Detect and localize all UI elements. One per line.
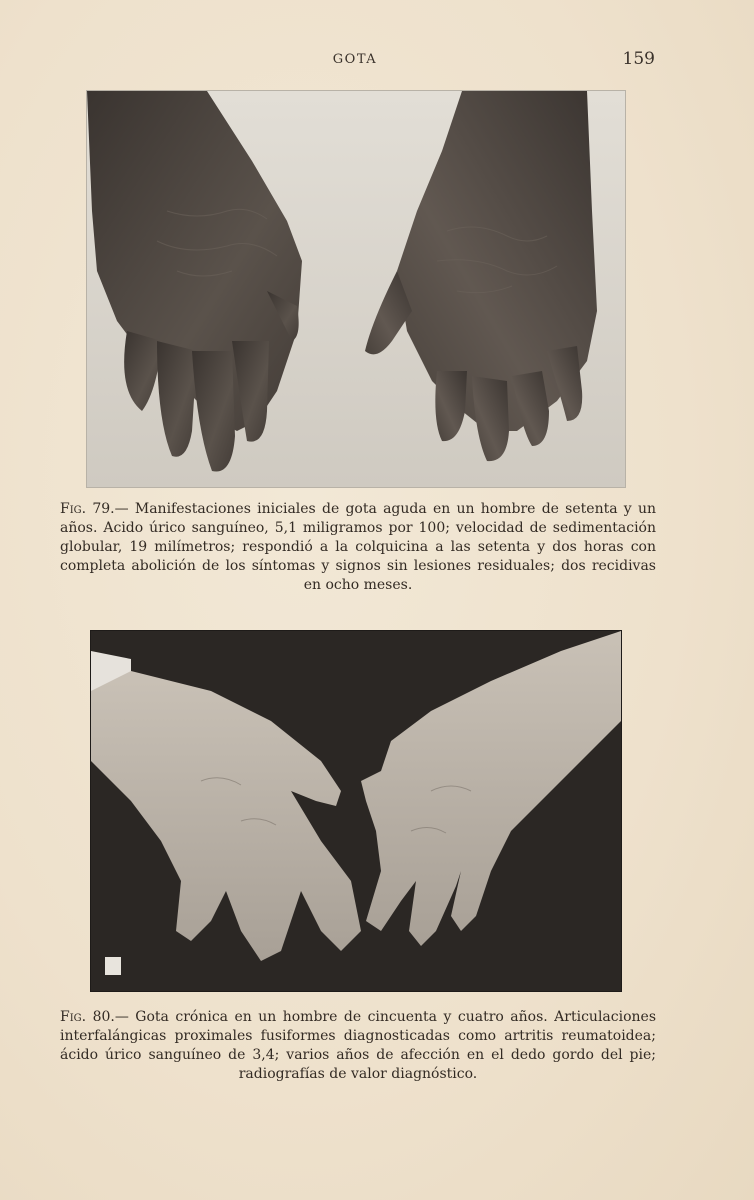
page-number: 159 bbox=[622, 49, 655, 69]
figure-80-caption bbox=[60, 1008, 656, 1084]
figure-79-caption bbox=[60, 500, 656, 595]
figure-80-photo bbox=[90, 630, 622, 992]
figure-79-label: Fig. 79. bbox=[60, 501, 115, 517]
figure-80-caption-text: — Gota crónica en un hombre de cincuenta y cuatro años. Articulaciones interfalángicas proximales fusiformes diagnosticadas como artritis reumatoidea; ácido úrico sanguíneo de 3,4; varios años de afección en el dedo gordo del pie; radiografías de valor diagnóstico. bbox=[60, 1009, 656, 1082]
hands-photo-acute-gout bbox=[87, 91, 625, 487]
hands-photo-chronic-gout bbox=[91, 631, 621, 991]
figure-80-label: Fig. 80. bbox=[60, 1009, 115, 1025]
figure-79-caption-text: — Manifestaciones iniciales de gota aguda en un hombre de setenta y un años. Acido úrico sanguíneo, 5,1 miligramos por 100; velocidad de sedimentación globular, 19 milímetros; respondió a la colquicina a las setenta y dos horas con completa abolición de los síntomas y signos sin lesiones residuales; dos recidivas en ocho meses. bbox=[60, 501, 656, 593]
figure-79-photo bbox=[86, 90, 626, 488]
running-title: GOTA bbox=[332, 52, 378, 67]
